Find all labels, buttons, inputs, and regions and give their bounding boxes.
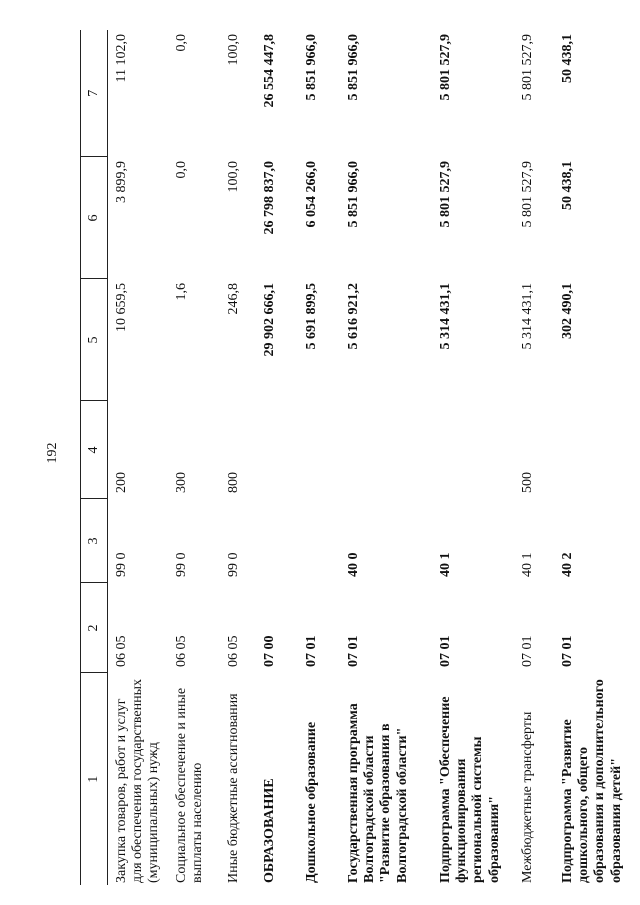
row-value-7: 5 801 527,9 (520, 34, 536, 101)
page-number: 192 (45, 442, 60, 464)
row-program-code (298, 499, 340, 583)
budget-table (80, 30, 636, 885)
row-expense-type: 200 (114, 472, 129, 493)
table-row (220, 30, 256, 885)
row-section-code: 06 05 (174, 635, 190, 667)
row-expense-type (298, 401, 340, 499)
row-program-code: 99 0 (226, 552, 242, 577)
row-value-7: 0,0 (174, 34, 190, 52)
row-value-6: 3 899,9 (114, 161, 129, 203)
table-row (256, 30, 298, 885)
row-section-code: 07 00 (262, 635, 278, 667)
row-expense-type: 800 (226, 472, 242, 493)
row-value-7: 100,0 (226, 34, 242, 66)
row-section-code: 06 05 (114, 635, 129, 667)
table-row (340, 30, 432, 885)
row-value-6: 6 054 266,0 (304, 161, 320, 228)
row-section-code: 06 05 (226, 635, 242, 667)
row-name: Закупка товаров, работ и услуг для обеспечения государственных (муниципальных) нужд (114, 679, 162, 883)
table-row (514, 30, 554, 885)
row-section-code: 07 01 (346, 635, 362, 667)
col-header-6: 6 (81, 157, 108, 279)
table-row (298, 30, 340, 885)
table-row (432, 30, 514, 885)
row-value-6: 5 801 527,9 (520, 161, 536, 228)
row-value-6: 0,0 (174, 161, 190, 179)
row-name: ОБРАЗОВАНИЕ (262, 778, 278, 883)
row-expense-type (432, 401, 514, 499)
row-name: Государственная программа Волгоградской области "Развитие образования в Волгоградской области" (346, 703, 410, 883)
col-header-7: 7 (81, 30, 108, 157)
table-row (554, 30, 636, 885)
row-value-6: 100,0 (226, 161, 242, 193)
header-row (81, 30, 108, 885)
row-program-code: 40 2 (560, 552, 576, 577)
col-header-4: 4 (81, 401, 108, 499)
row-name: Дошкольное образование (304, 721, 320, 883)
row-section-code: 07 01 (560, 635, 576, 667)
row-program-code (256, 499, 298, 583)
row-value-7: 26 554 447,8 (262, 34, 278, 108)
row-name: Подпрограмма "Развитие дошкольного, общего образования и дополнительного образования детей" (560, 679, 624, 883)
row-program-code: 99 0 (114, 552, 129, 577)
row-value-5: 5 314 431,1 (438, 283, 454, 350)
budget-table-sheet (80, 30, 624, 885)
row-program-code: 40 1 (438, 552, 454, 577)
row-expense-type (554, 401, 636, 499)
row-name: Иные бюджетные ассигнования (226, 693, 242, 883)
row-value-5: 302 490,1 (560, 283, 576, 339)
row-value-5: 246,8 (226, 283, 242, 315)
row-expense-type: 300 (174, 472, 190, 493)
table-row (168, 30, 220, 885)
row-value-5: 5 314 431,1 (520, 283, 536, 350)
row-expense-type: 500 (520, 472, 536, 493)
row-value-7: 50 438,1 (560, 34, 576, 83)
col-header-5: 5 (81, 279, 108, 401)
row-value-5: 5 616 921,2 (346, 283, 362, 350)
row-value-6: 26 798 837,0 (262, 161, 278, 235)
table-row (108, 30, 169, 885)
row-value-5: 1,6 (174, 283, 190, 301)
row-expense-type (340, 401, 432, 499)
row-value-7: 5 801 527,9 (438, 34, 454, 101)
col-header-2: 2 (81, 583, 108, 673)
row-value-6: 50 438,1 (560, 161, 576, 210)
row-section-code: 07 01 (520, 635, 536, 667)
row-value-6: 5 851 966,0 (346, 161, 362, 228)
row-value-7: 5 851 966,0 (346, 34, 362, 101)
row-value-5: 10 659,5 (114, 283, 129, 332)
row-value-5: 29 902 666,1 (262, 283, 278, 357)
row-value-7: 11 102,0 (114, 34, 129, 83)
row-name: Межбюджетные трансферты (520, 711, 536, 883)
col-header-1: 1 (81, 673, 108, 885)
row-value-7: 5 851 966,0 (304, 34, 320, 101)
row-name: Подпрограмма "Обеспечение функционирования региональной системы образования" (438, 696, 502, 883)
row-value-5: 5 691 899,5 (304, 283, 320, 350)
col-header-3: 3 (81, 499, 108, 583)
row-section-code: 07 01 (304, 635, 320, 667)
row-program-code: 40 0 (346, 552, 362, 577)
row-program-code: 99 0 (174, 552, 190, 577)
row-program-code: 40 1 (520, 552, 536, 577)
row-section-code: 07 01 (438, 635, 454, 667)
row-name: Социальное обеспечение и иные выплаты населению (174, 687, 206, 883)
row-expense-type (256, 401, 298, 499)
row-value-6: 5 801 527,9 (438, 161, 454, 228)
